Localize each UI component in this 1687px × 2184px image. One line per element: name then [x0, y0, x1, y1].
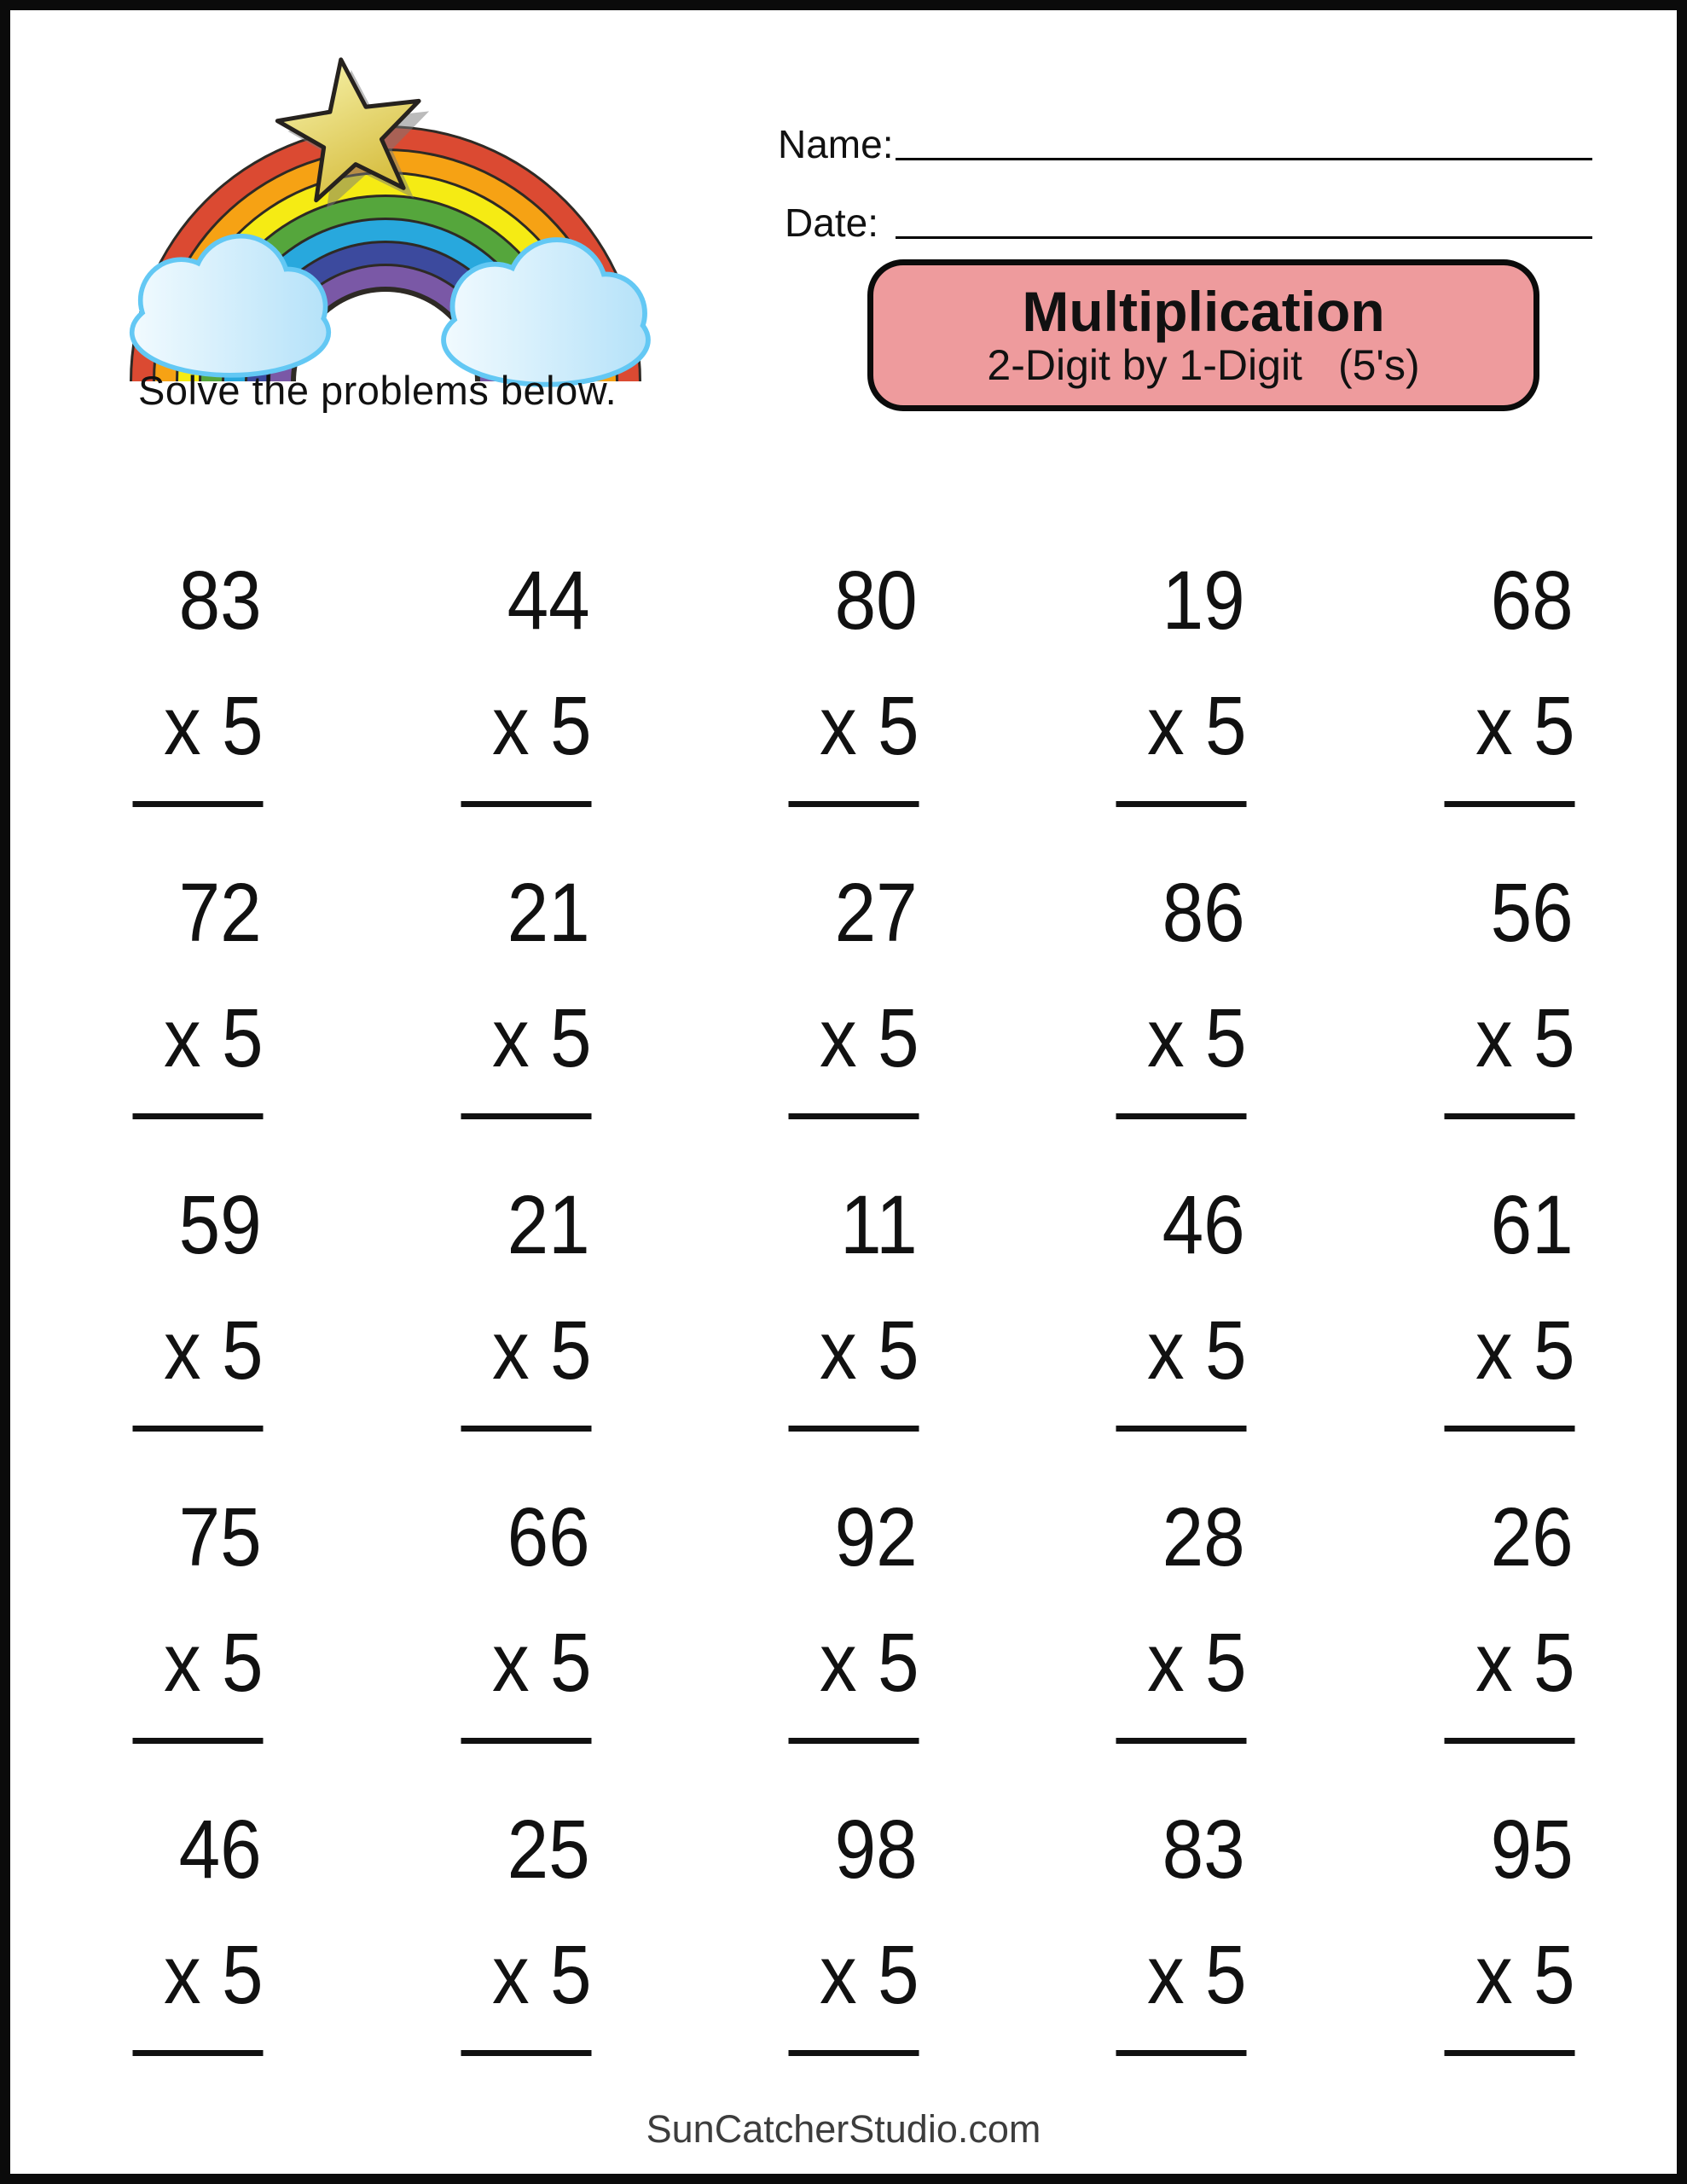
- multiplicand: 19: [1162, 554, 1246, 647]
- multiplication-problem: [788, 1162, 919, 1432]
- problem-cell: [34, 834, 362, 1147]
- multiplication-problem: [1444, 850, 1574, 1119]
- multiplicand: 66: [507, 1490, 590, 1583]
- problem-cell: [362, 1771, 689, 2083]
- answer-line: [788, 1738, 919, 1744]
- date-field-line: [896, 235, 1592, 239]
- answer-line: [1444, 1426, 1574, 1432]
- multiplicand: 92: [834, 1490, 918, 1583]
- answer-line: [788, 1426, 919, 1432]
- multiplier-row: x 5: [1147, 991, 1247, 1085]
- subtitle-text: 2-Digit by 1-Digit: [987, 341, 1302, 390]
- multiplier-row: x 5: [164, 1304, 264, 1397]
- multiplication-problem: [461, 537, 591, 807]
- problem-cell: [1017, 834, 1345, 1147]
- multiplier-row: x 5: [164, 679, 264, 773]
- problem-cell: [362, 1147, 689, 1459]
- date-row: [778, 191, 1592, 246]
- answer-line: [788, 801, 919, 807]
- multiplication-problem: [1444, 1162, 1574, 1432]
- answer-line: [461, 801, 591, 807]
- multiplicand: 44: [507, 554, 590, 647]
- multiplier-row: x 5: [820, 991, 919, 1085]
- problem-cell: [1017, 522, 1345, 834]
- multiplication-problem: [1444, 1474, 1574, 1744]
- multiplication-problem: [133, 850, 264, 1119]
- multiplication-problem: [133, 1162, 264, 1432]
- answer-line: [1444, 1113, 1574, 1119]
- rainbow-graphic: [96, 49, 658, 394]
- cloud-puff: [252, 271, 323, 342]
- problem-cell: [362, 522, 689, 834]
- multiplication-problem: [788, 537, 919, 807]
- answer-line: [788, 2050, 919, 2056]
- multiplicand: 98: [834, 1803, 918, 1896]
- problem-cell: [34, 522, 362, 834]
- multiplicand: 46: [1162, 1178, 1246, 1271]
- problem-cell: [690, 834, 1017, 1147]
- multiplication-problem: [1116, 537, 1247, 807]
- multiplier-row: x 5: [1147, 1304, 1247, 1397]
- answer-line: [133, 1426, 264, 1432]
- answer-line: [1116, 2050, 1247, 2056]
- multiplication-problem: [461, 850, 591, 1119]
- answer-line: [133, 1738, 264, 1744]
- worksheet-title: Multiplication: [1022, 279, 1385, 343]
- multiplier-row: x 5: [491, 679, 592, 773]
- multiplier-row: x 5: [820, 1928, 919, 2022]
- problem-cell: [1017, 1147, 1345, 1459]
- multiplication-problem: [461, 1474, 591, 1744]
- problem-cell: [1346, 522, 1673, 834]
- problem-cell: [690, 1459, 1017, 1771]
- problem-cell: [1017, 1459, 1345, 1771]
- answer-line: [1444, 801, 1574, 807]
- answer-line: [461, 1113, 591, 1119]
- problem-cell: [1346, 834, 1673, 1147]
- answer-line: [461, 2050, 591, 2056]
- problem-cell: [362, 1459, 689, 1771]
- problem-cell: [1346, 1147, 1673, 1459]
- problem-cell: [1017, 1771, 1345, 2083]
- multiplicand: 21: [507, 866, 590, 959]
- multiplicand: 46: [178, 1803, 262, 1896]
- multiplication-problem: [461, 1786, 591, 2056]
- rainbow-svg: [96, 49, 658, 394]
- multiplier-row: x 5: [1475, 1304, 1575, 1397]
- multiplication-problem: [461, 1162, 591, 1432]
- multiplication-problem: [133, 1786, 264, 2056]
- multiplier-row: x 5: [491, 1928, 592, 2022]
- name-date-block: [778, 113, 1592, 246]
- problem-cell: [690, 1771, 1017, 2083]
- date-label: Date:: [785, 200, 878, 245]
- multiplier-row: x 5: [491, 991, 592, 1085]
- answer-line: [133, 801, 264, 807]
- instruction-text: Solve the problems below.: [138, 368, 617, 413]
- answer-line: [1116, 1113, 1247, 1119]
- answer-line: [1444, 2050, 1574, 2056]
- multiplicand: 75: [178, 1490, 262, 1583]
- multiplier-row: x 5: [1475, 1616, 1575, 1710]
- problem-cell: [362, 834, 689, 1147]
- problem-cell: [1346, 1459, 1673, 1771]
- multiplicand: 80: [834, 554, 918, 647]
- multiplicand: 95: [1490, 1803, 1574, 1896]
- multiplier-row: x 5: [164, 1616, 264, 1710]
- multiplication-problem: [1444, 537, 1574, 807]
- multiplicand: 68: [1490, 554, 1574, 647]
- multiplier-row: x 5: [491, 1616, 592, 1710]
- problems-grid: [34, 522, 1673, 2083]
- multiplicand: 83: [178, 554, 262, 647]
- multiplier-row: x 5: [1475, 1928, 1575, 2022]
- multiplication-problem: [1116, 850, 1247, 1119]
- multiplier-row: x 5: [1147, 1928, 1247, 2022]
- multiplier-row: x 5: [820, 1304, 919, 1397]
- multiplication-problem: [133, 1474, 264, 1744]
- worksheet-subtitle: [987, 342, 1419, 389]
- multiplication-problem: [1116, 1474, 1247, 1744]
- title-box: [867, 259, 1539, 411]
- multiplier-row: x 5: [1475, 991, 1575, 1085]
- answer-line: [1116, 1426, 1247, 1432]
- multiplicand: 28: [1162, 1490, 1246, 1583]
- answer-line: [1116, 1738, 1247, 1744]
- problem-cell: [34, 1147, 362, 1459]
- problem-cell: [690, 1147, 1017, 1459]
- answer-line: [133, 1113, 264, 1119]
- multiplication-problem: [788, 1474, 919, 1744]
- multiplicand: 61: [1490, 1178, 1574, 1271]
- multiplication-problem: [133, 537, 264, 807]
- multiplicand: 25: [507, 1803, 590, 1896]
- problem-cell: [690, 522, 1017, 834]
- multiplication-problem: [788, 1786, 919, 2056]
- multiplicand: 86: [1162, 866, 1246, 959]
- multiplier-row: x 5: [164, 1928, 264, 2022]
- answer-line: [133, 2050, 264, 2056]
- answer-line: [788, 1113, 919, 1119]
- name-row: [778, 113, 1592, 167]
- multiplier-row: x 5: [164, 991, 264, 1085]
- multiplicand: 26: [1490, 1490, 1574, 1583]
- multiplication-problem: [788, 850, 919, 1119]
- answer-line: [1116, 801, 1247, 807]
- answer-line: [461, 1738, 591, 1744]
- multiplier-row: x 5: [1475, 679, 1575, 773]
- multiplication-problem: [1444, 1786, 1574, 2056]
- problem-cell: [34, 1459, 362, 1771]
- multiplicand: 72: [178, 866, 262, 959]
- name-label: Name:: [778, 122, 894, 166]
- answer-line: [461, 1426, 591, 1432]
- name-field-line: [896, 157, 1592, 160]
- multiplicand: 11: [840, 1178, 918, 1271]
- multiplier-row: x 5: [1147, 679, 1247, 773]
- subtitle-note: (5's): [1337, 341, 1420, 390]
- multiplicand: 56: [1490, 866, 1574, 959]
- problem-cell: [34, 1771, 362, 2083]
- multiplication-problem: [1116, 1162, 1247, 1432]
- problem-cell: [1346, 1771, 1673, 2083]
- cloud-puff: [569, 276, 642, 350]
- multiplication-problem: [1116, 1786, 1247, 2056]
- multiplicand: 21: [507, 1178, 590, 1271]
- multiplier-row: x 5: [491, 1304, 592, 1397]
- footer-credit: SunCatcherStudio.com: [646, 2107, 1041, 2151]
- multiplier-row: x 5: [820, 679, 919, 773]
- multiplier-row: x 5: [1147, 1616, 1247, 1710]
- multiplicand: 59: [178, 1178, 262, 1271]
- answer-line: [1444, 1738, 1574, 1744]
- multiplier-row: x 5: [820, 1616, 919, 1710]
- multiplicand: 27: [834, 866, 918, 959]
- multiplicand: 83: [1162, 1803, 1246, 1896]
